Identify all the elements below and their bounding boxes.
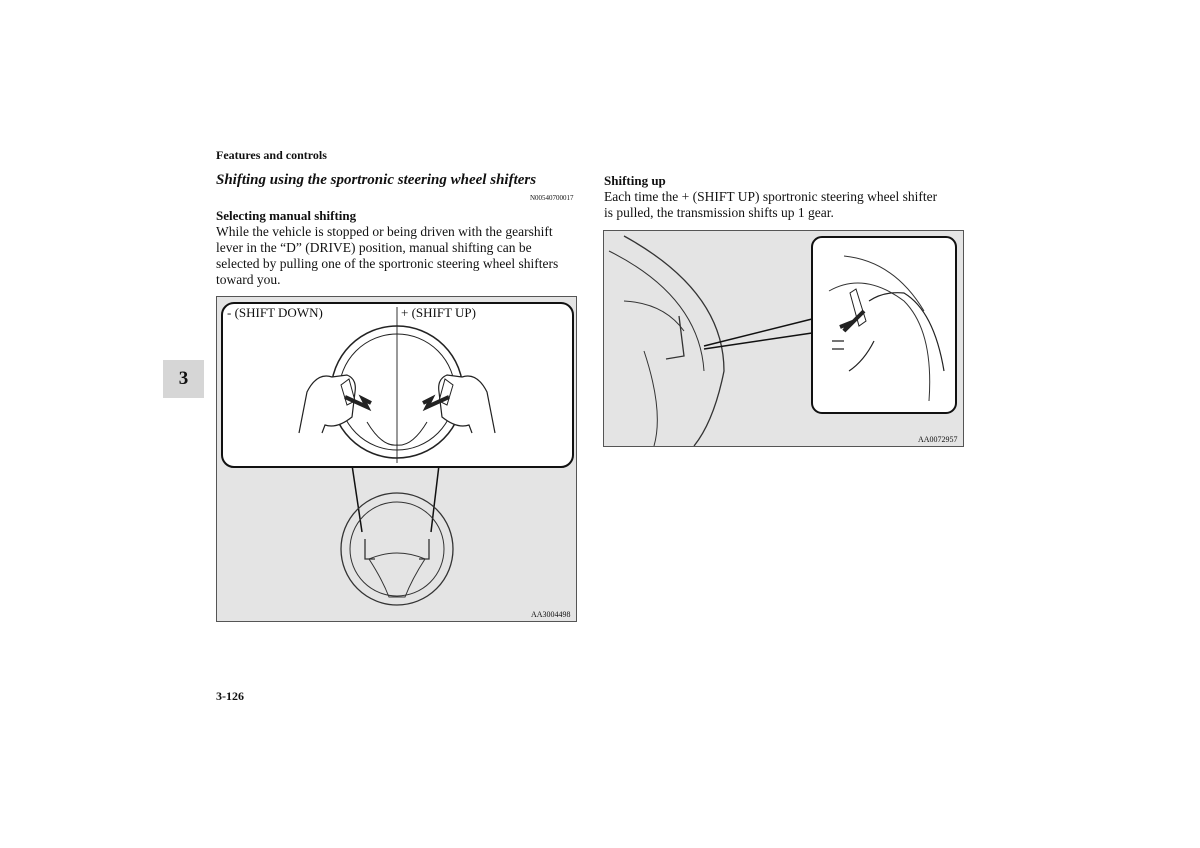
- paragraph-line: While the vehicle is stopped or being driven with the gearshift: [216, 224, 553, 239]
- paragraph-line: lever in the “D” (DRIVE) position, manual shifting can be: [216, 240, 532, 255]
- label-shift-up: + (SHIFT UP): [401, 305, 476, 320]
- subheading-shifting-up: Shifting up: [604, 173, 666, 188]
- paragraph-manual-shifting: [216, 224, 576, 288]
- page-number: 3-126: [216, 689, 244, 703]
- document-code: N00540700017: [530, 194, 574, 202]
- steering-wheel-illustration: [217, 297, 576, 621]
- figure-steering-wheel-shifters: [216, 296, 577, 622]
- subheading-manual-shifting: Selecting manual shifting: [216, 208, 357, 223]
- paragraph-shifting-up: [604, 189, 964, 221]
- chapter-tab: 3: [163, 360, 204, 398]
- paragraph-line: Each time the + (SHIFT UP) sportronic steering wheel shifter: [604, 189, 938, 204]
- figure-code: AA3004498: [531, 610, 571, 619]
- paragraph-line: selected by pulling one of the sportronic steering wheel shifters: [216, 256, 559, 271]
- paragraph-line: toward you.: [216, 272, 281, 287]
- label-shift-down: - (SHIFT DOWN): [227, 305, 323, 320]
- figure-shift-up-detail: [603, 230, 964, 447]
- section-title: Shifting using the sportronic steering wheel shifters: [216, 172, 537, 188]
- figure-code: AA0072957: [918, 435, 958, 444]
- shift-up-illustration: [604, 231, 963, 446]
- section-header: Features and controls: [216, 148, 327, 162]
- paragraph-line: is pulled, the transmission shifts up 1 gear.: [604, 205, 834, 220]
